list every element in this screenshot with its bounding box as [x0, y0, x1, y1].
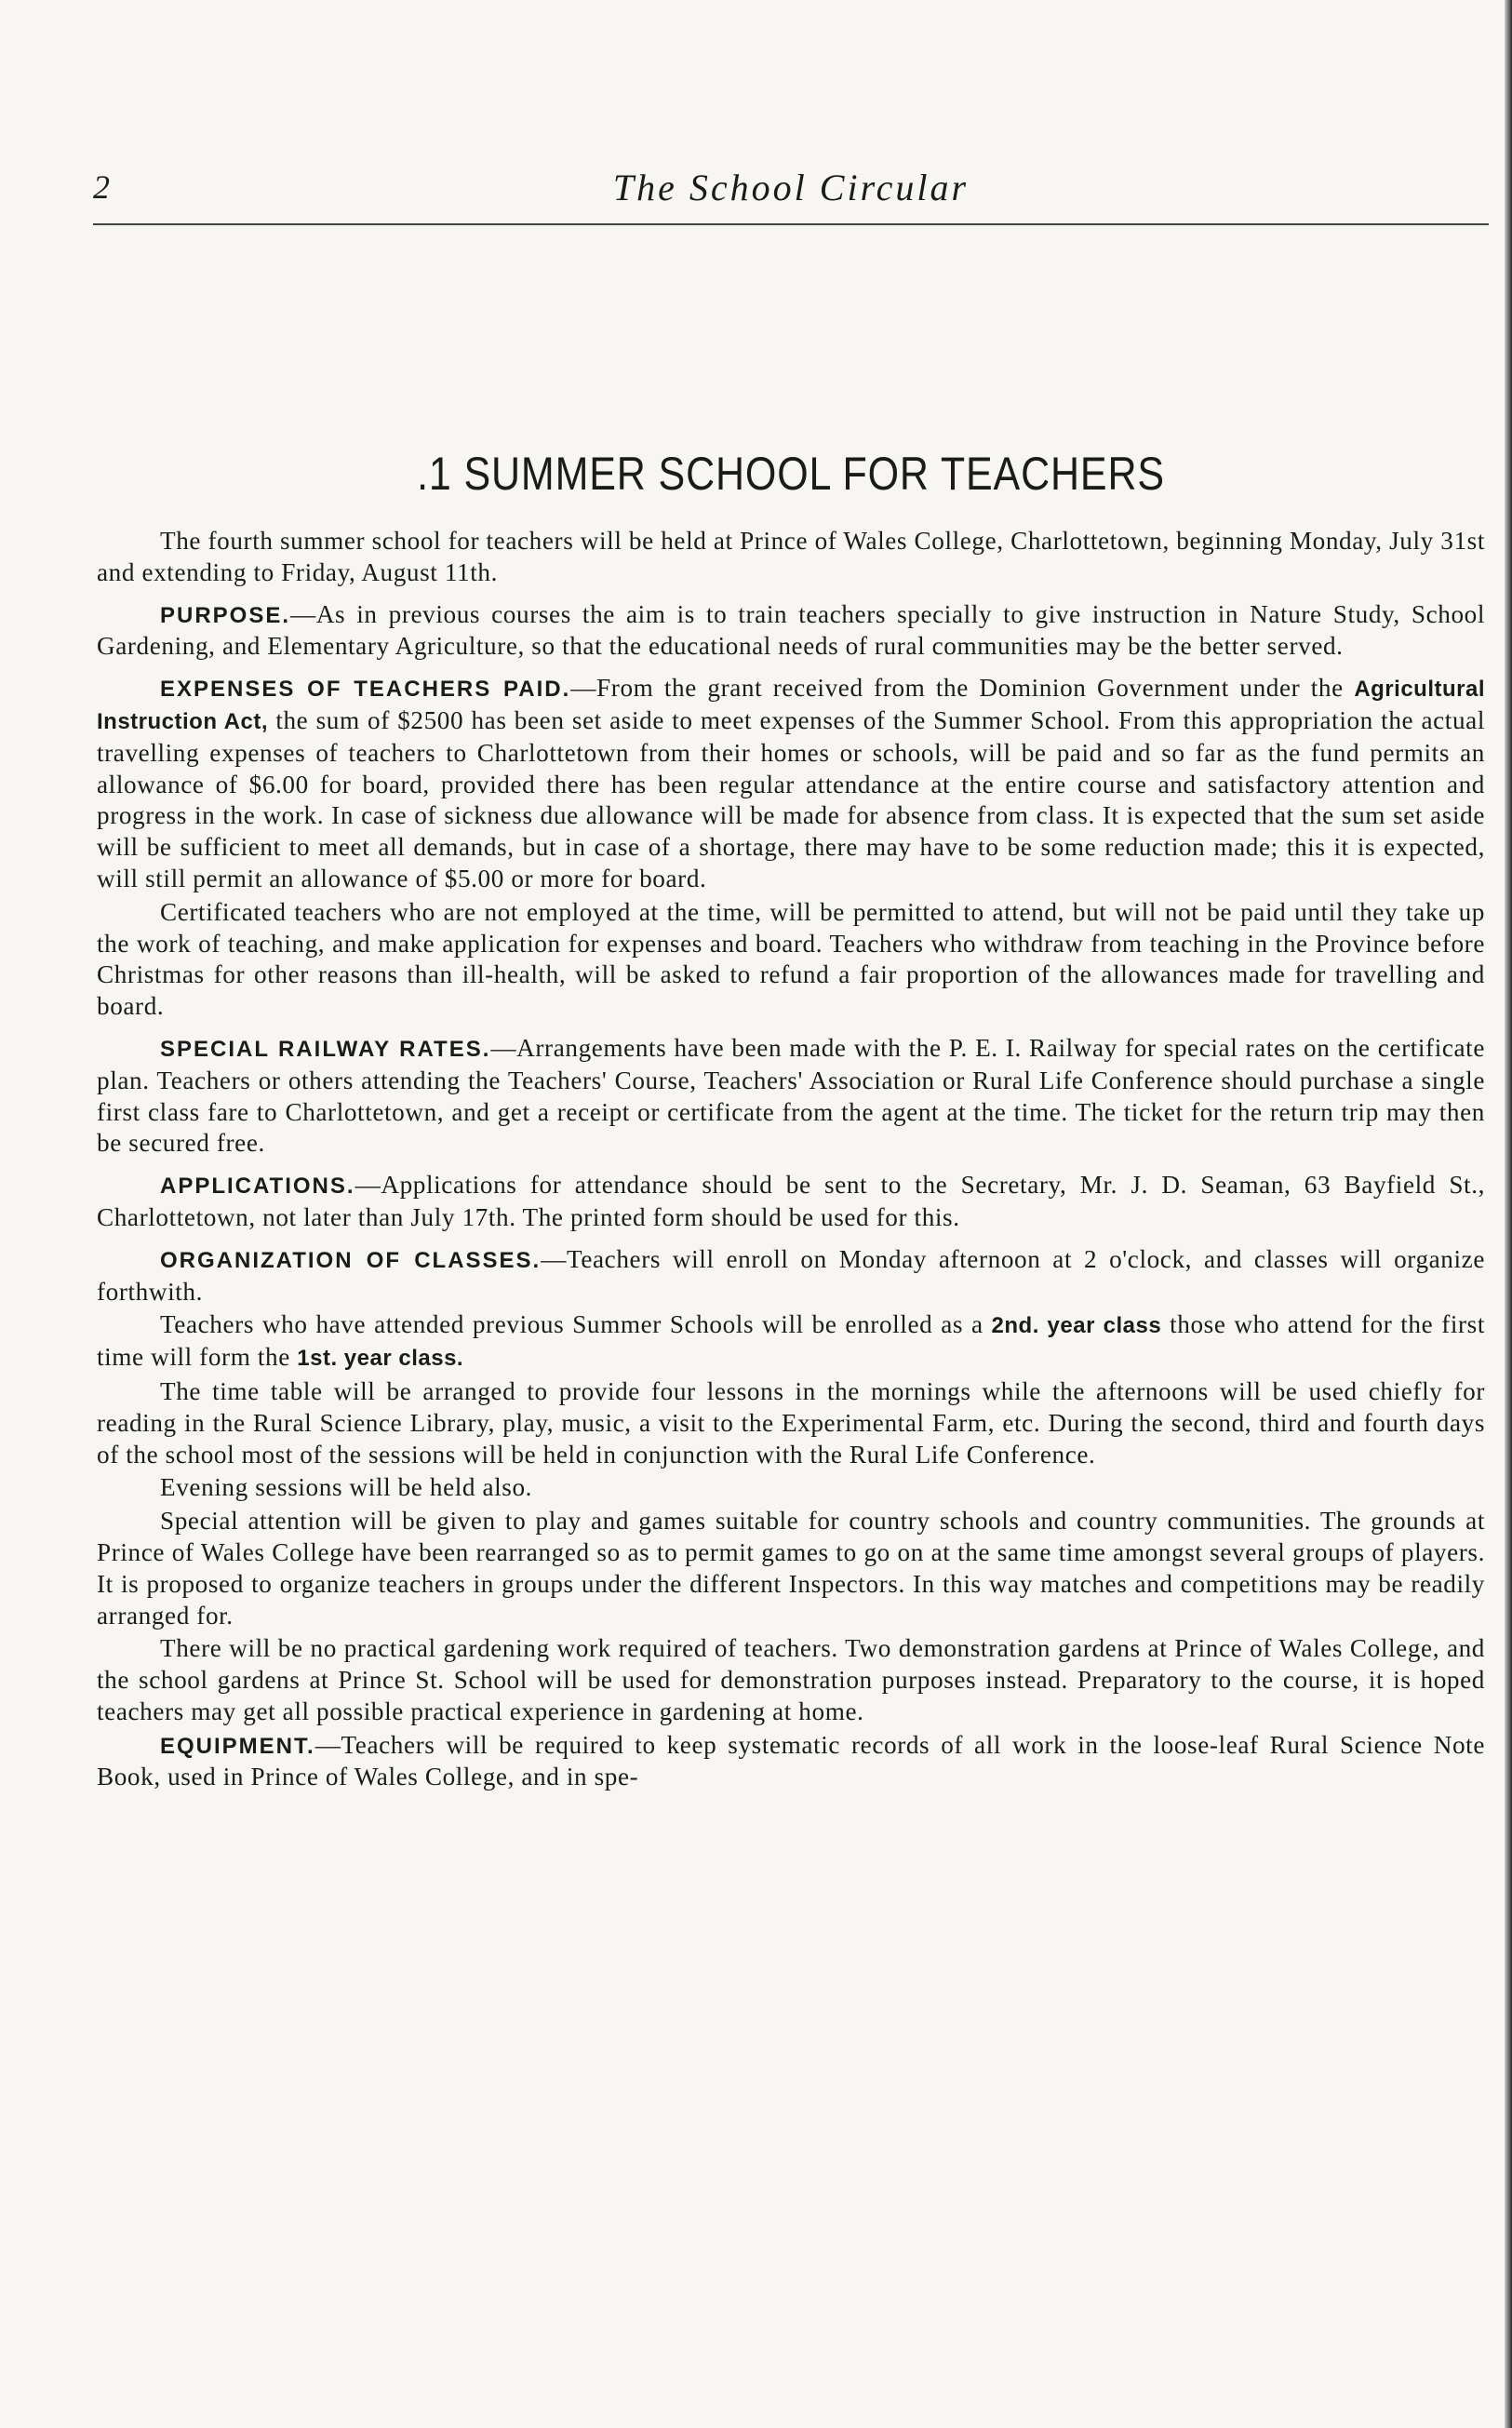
enroll-text-1: Teachers who have attended previous Summer Schools will be enrolled as a: [160, 1310, 992, 1339]
paragraph-expenses: [97, 673, 1485, 895]
expenses-text-1: —From the grant received from the Dominion Government under the: [570, 674, 1355, 703]
page-edge: [1505, 0, 1512, 2428]
page-number: 2: [93, 168, 110, 206]
paragraph-organization: [97, 1244, 1485, 1308]
paragraph-intro: [97, 526, 1485, 589]
timetable-text: The time table will be arranged to provide four lessons in the mornings while the afternoons will be used chiefly for reading in the Rural Science Library, play, music, a visit to the Experimental Farm, etc. During the second, third and fourth days of the school most of the sessions will be held in conjunction with the Rural Life Conference.: [97, 1376, 1485, 1469]
railway-text: —Arrangements have been made with the P. E. I. Railway for special rates on the certificate plan. Teachers or others attending the Teachers' Course, Teachers' Association or Rural Life Conference should purchase a single first class fare to Charlottetown, and get a receipt or certificate from the agent at the time. The ticket for the return trip may then be secured free.: [97, 1033, 1485, 1158]
paragraph-applications: [97, 1170, 1485, 1234]
article-heading: .1 SUMMER SCHOOL FOR TEACHERS: [417, 448, 1165, 500]
enroll-class-1st: 1st. year class.: [297, 1346, 464, 1372]
railway-heading: SPECIAL RAILWAY RATES.: [160, 1036, 491, 1062]
purpose-heading: PURPOSE.: [160, 602, 291, 628]
certificated-text: Certificated teachers who are not employed at the time, will be permitted to attend, but will not be paid until they take up the work of teaching, and make application for expenses and board. Teachers who withdraw from teaching in the Province before Christmas for other reasons than ill-health, will be asked to refund a fair proportion of the allowances made for travelling and board.: [97, 897, 1485, 1021]
paragraph-timetable: [97, 1376, 1485, 1470]
paragraph-enroll: [97, 1309, 1485, 1375]
paragraph-gardening: [97, 1633, 1485, 1727]
running-title: The School Circular: [612, 167, 970, 208]
applications-text: —Applications for attendance should be sent to the Secretary, Mr. J. D. Seaman, 63 Bayfield St., Charlottetown, not later than July 17th. The printed form should be used for this.: [97, 1171, 1485, 1231]
enroll-text-2: those who attend for the first time will form the: [97, 1310, 1485, 1372]
expenses-heading: EXPENSES OF TEACHERS PAID.: [160, 677, 571, 703]
intro-text: The fourth summer school for teachers will be held at Prince of Wales College, Charlottetown, beginning Monday, July 31st and extending to Friday, August 11th.: [97, 527, 1485, 586]
equipment-heading: EQUIPMENT.: [160, 1733, 315, 1759]
running-head: [93, 158, 1489, 214]
purpose-text: —As in previous courses the aim is to train teachers specially to give instruction in Nature Study, School Gardening, and Elementary Agriculture, so that the educational needs of rural communities may be the better served.: [97, 599, 1485, 661]
paragraph-certificated: [97, 897, 1485, 1023]
applications-heading: APPLICATIONS.: [160, 1174, 355, 1200]
enroll-class-2nd: 2nd. year class: [991, 1313, 1162, 1339]
article-body: [97, 526, 1485, 1795]
equipment-text: —Teachers will be required to keep systematic records of all work in the loose-leaf Rural Science Note Book, used in Prince of Wales College, and in spe-: [97, 1730, 1485, 1791]
paragraph-purpose: [97, 599, 1485, 664]
paragraph-evening: [97, 1472, 1485, 1504]
organization-text: —Teachers will enroll on Monday afternoon at 2 o'clock, and classes will organize forthwith.: [97, 1244, 1485, 1306]
organization-heading: ORGANIZATION OF CLASSES.: [160, 1247, 542, 1273]
expenses-act: Agricultural Instruction Act,: [97, 677, 1485, 734]
gardening-text: There will be no practical gardening work required of teachers. Two demonstration gardens at Prince of Wales College, and the school gardens at Prince St. School will be used for demonstration purposes instead. Preparatory to the course, it is hoped teachers may get all possible practical experience in gardening at home.: [97, 1634, 1485, 1725]
expenses-text-2: the sum of $2500 has been set aside to meet expenses of the Summer School. From this appropriation the actual travelling expenses of teachers to Charlottetown from their homes or schools, will be paid and so far as the fund permits an allowance of $6.00 for board, provided there has been regular attendance at the entire course and satisfactory attention and progress in the work. In case of sickness due allowance will be made for absence from class. It is expected that the sum set aside will be sufficient to meet all demands, but in case of a shortage, there may have to be some reduction made; this it is expected, will still permit an allowance of $5.00 or more for board.: [97, 705, 1485, 892]
paragraph-games: [97, 1506, 1485, 1631]
paragraph-railway: [97, 1033, 1485, 1160]
games-text: Special attention will be given to play and games suitable for country schools and country communities. The grounds at Prince of Wales College have been rearranged so as to permit games to go on at the same time amongst several groups of players. It is proposed to organize teachers in groups under the different Inspectors. In this way matches and competitions may be readily arranged for.: [97, 1507, 1485, 1630]
paragraph-equipment: [97, 1730, 1485, 1794]
header-rule: [93, 223, 1489, 225]
evening-text: Evening sessions will be held also.: [160, 1473, 533, 1502]
